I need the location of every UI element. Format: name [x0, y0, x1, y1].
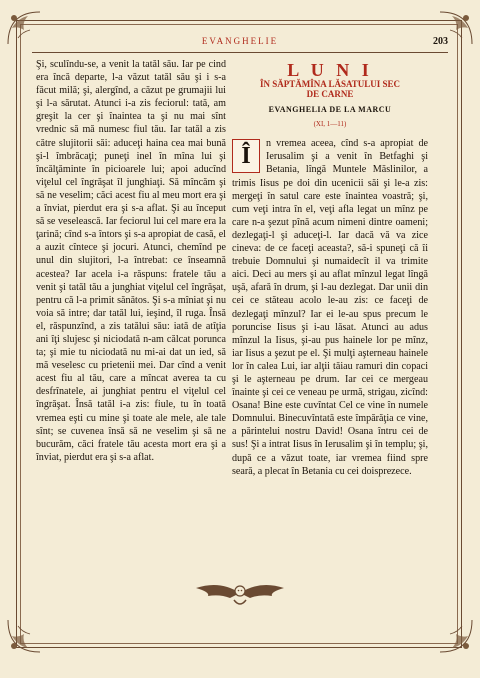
subtitle-line-2: DE CARNE	[306, 89, 354, 100]
reading-title: L U N I	[287, 60, 373, 80]
subtitle-line-1: ÎN SĂPTĂMÎNA LĂSATULUI SEC	[259, 79, 401, 90]
chapter-reference: (XI, 1—11)	[313, 120, 347, 129]
floral-corner-icon	[4, 616, 44, 656]
floral-corner-icon	[436, 616, 476, 656]
page-number: 203	[433, 36, 448, 47]
header-rule	[32, 52, 448, 53]
left-column-text: Şi, sculîndu-se, a venit la tatăl său. Iar pe cind era încă departe, l-a văzut tatăl său şi i s-a făcut milă; şi, alergînd, a căzut pe grumajii lui şi l-a sărutat. Atunci i-a zis feciorul: tată, am greşit la cer şi înaintea ta şi nu mai sînt vrednic să mă numesc fiul tău. Iar tatăl a zis către slujitorii săi: aduceţi haina cea mai bună şi-l îmbrăcaţi; puneţi inel în mîna lui şi încălţăminte în picioarele lui; apoi aducînd viţelul cel îngrăşat îl junghiaţi. Să mîncăm şi să ne veselim; căci acest fiu al meu mort era şi a înviat, pierdut era şi s-a aflat. Şi au început să se veselească. Iar feciorul lui cel mare era la ţarină; cînd s-a întors şi s-a apropiat de casă, el a auzit cîntece şi jocuri. Atunci, chemînd pe unul din slujitori, l-a întrebat: ce înseamnă acestea? Iar acela i-a răspuns: fratele tău a venit şi tatăl tău a junghiat viţelul cel îngrăşat, pentru că l-a primit sănătos. Şi s-a mîniat şi nu voia să intre; dar tatăl lui, ieşind, îl ruga. Însă el, răspunzînd, a zis tatălui său: iată de atîţia ani îţi slujesc şi niciodată n-am călcat porunca ta; şi mie tu niciodată nu mi-ai dat un ied, să mă veselesc cu prietenii mei. Dar cînd a venit acest fiu al tău, care a mîncat averea ta cu desfrînatele, ai junghiat pentru el viţelul cel îngrăşat. Însă tatăl i-a zis: fiule, tu în toată vremea eşti cu mine şi toate ale mele, ale tale sînt; se cuvenea însă să ne veselim şi să ne bucurăm, căci fratele tău acesta mort era şi a înviat, pierdut era şi s-a aflat.	[36, 59, 226, 463]
dropcap-letter: Î	[241, 143, 251, 170]
reading-body: n vremea aceea, cînd s-a apropiat de Ierusalim şi a venit în Betfaghi şi Betania, lîngă Muntele Măslinilor, a trimis Iisus pe doi din ucenicii săi şi le-a zis: mergeţi în satul care este înaintea voastră; şi, cum veţi intra în el, veţi afla legat un mînz pe care n-a şezut pînă acum nimeni dintre oameni; dezlegaţi-l şi aduceţi-l. Iar dacă vă va zice cineva: de ce faceţi aceasta?, să-i spuneţi că îi trebuie Domnului şi numaidecît il va trimite aici. Deci au mers şi au aflat mînzul legat lîngă uşă, afară în drum, şi l-au dezlegat. Dar unii din cei ce stăteau acolo le-au zis: ce faceţi de dezlegaţi mînzul? Iar ei le-au spus precum le poruncise Iisus şi i-au lăsat. Atunci au adus mînzul la Iisus, şi-au pus hainele lor pe mînz, iar Iisus a şezut pe el. Şi mulţi aşterneau hainele lor în calea Lui, iar alţii tăiau ramuri din copaci şi le aşterneau pe drum. Iar cei ce mergeau înainte şi cei ce veneau pe urmă, strigau, zicînd: Osana! Bine este cuvîntat Cel ce vine în numele Domnului. Binecuvîntată este împărăţia ce vine, a părintelui nostru David! Osana întru cei de sus! Şi a intrat Iisus în Ierusalim şi în templu; şi, după ce a văzut toate, iar vremea fiind spre seară, a plecat în Betania cu cei doisprezece.	[232, 138, 428, 477]
page-header	[32, 36, 448, 52]
right-column	[232, 58, 428, 478]
gospel-reference: EVANGHELIA DE LA MARCU	[268, 105, 392, 115]
left-column	[36, 58, 226, 464]
right-column-text	[232, 137, 428, 477]
running-head: EVANGHELIE	[201, 36, 279, 46]
reading-subtitle	[232, 79, 428, 99]
winged-cherub-icon	[190, 578, 290, 608]
dropcap-initial	[232, 139, 260, 173]
